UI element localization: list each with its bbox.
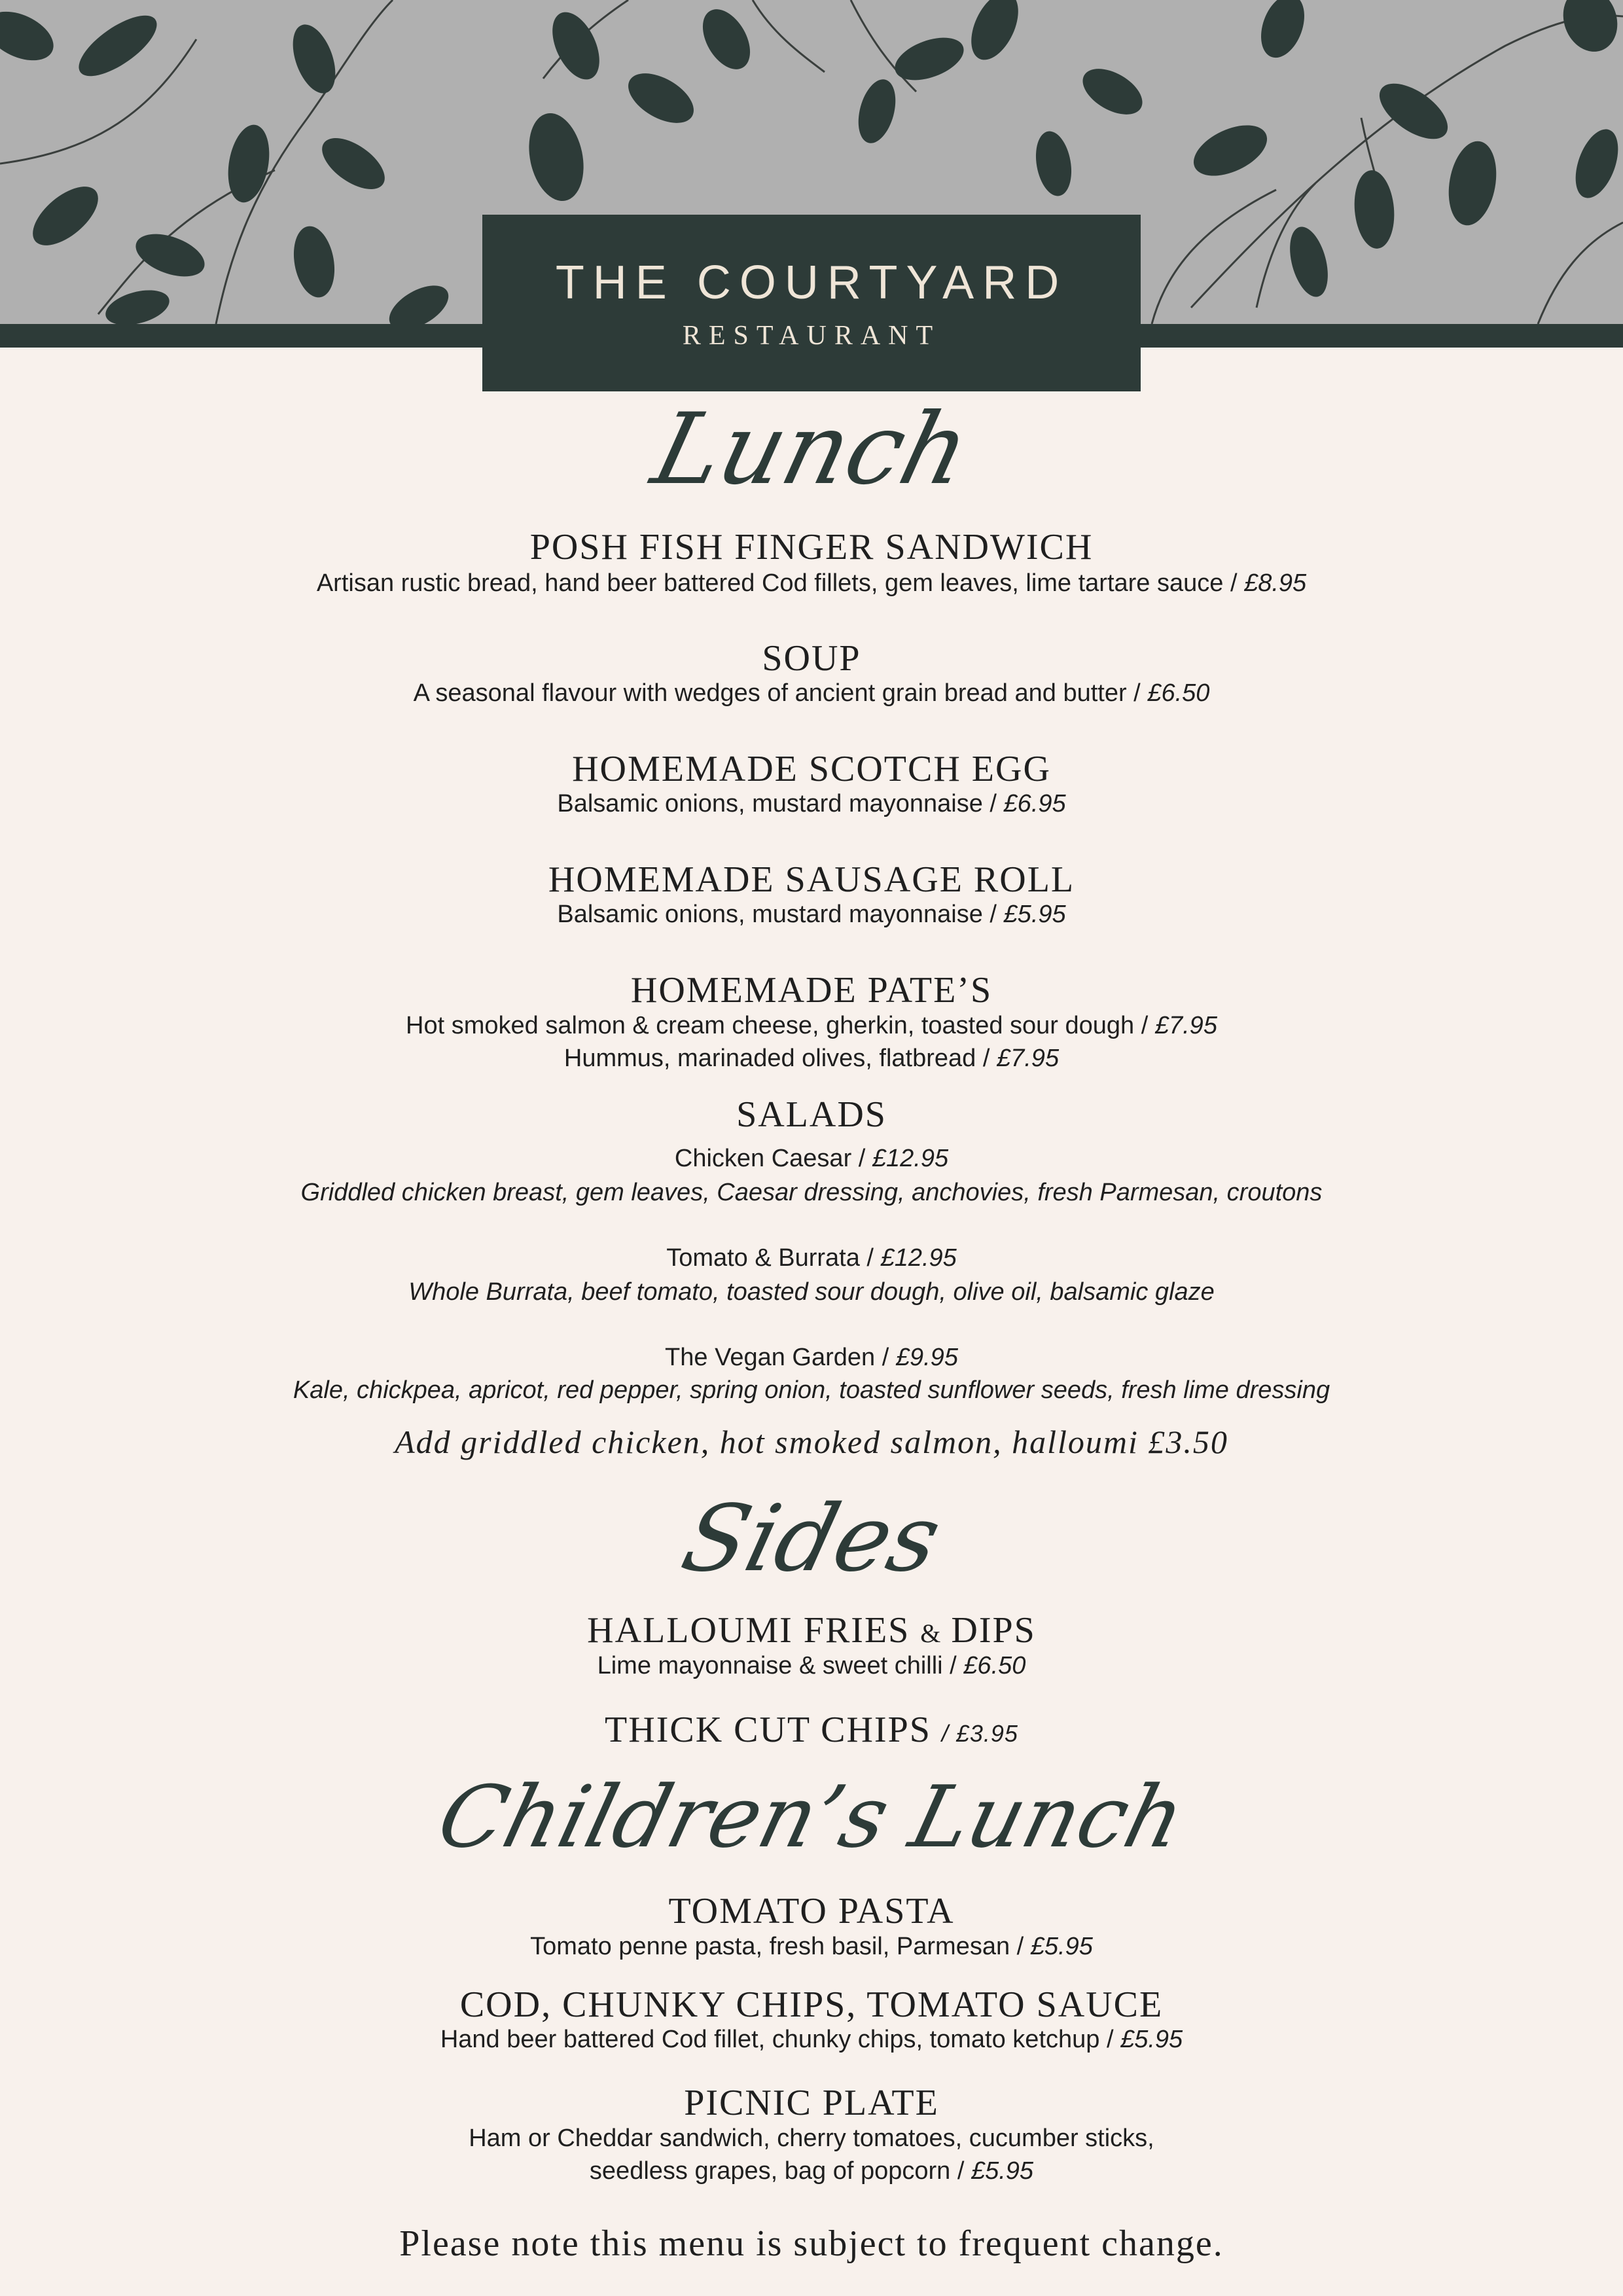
logo-subtitle: RESTAURANT: [682, 321, 941, 351]
item-price: £12.95: [872, 1145, 949, 1172]
lunch-heading: Lunch: [642, 393, 981, 507]
item-desc: Tomato penne pasta, fresh basil, Parmesan / £5.95: [530, 1933, 1093, 1960]
item-desc: Hot smoked salmon & cream cheese, gherkin, toasted sour dough / £7.95: [406, 1012, 1217, 1039]
item-desc: seedless grapes, bag of popcorn / £5.95: [589, 2157, 1034, 2185]
item-desc: Hummus, marinaded olives, flatbread / £7.95: [563, 1045, 1060, 1072]
footer-note: Please note this menu is subject to frequent change.: [399, 2223, 1224, 2264]
item-name: TOMATO PASTA: [668, 1891, 955, 1931]
item-name: SOUP: [762, 638, 861, 679]
item-name: HOMEMADE PATE’S: [630, 970, 993, 1011]
item-price: £5.95: [971, 2157, 1034, 2185]
item-desc: Balsamic onions, mustard mayonnaise / £6.95: [557, 790, 1066, 817]
item-price: £7.95: [996, 1045, 1060, 1072]
item-price: £5.95: [1003, 901, 1066, 928]
salad-addon: Add griddled chicken, hot smoked salmon, halloumi £3.50: [395, 1424, 1228, 1460]
salad-title: Tomato & Burrata / £12.95: [666, 1244, 957, 1272]
item-name: HOMEMADE SCOTCH EGG: [572, 749, 1051, 789]
item-price: £8.95: [1244, 569, 1307, 597]
item-price: / £3.95: [941, 1720, 1018, 1747]
item-price: £7.95: [1154, 1012, 1217, 1039]
item-price: £6.50: [1147, 679, 1210, 707]
salad-title: Chicken Caesar / £12.95: [674, 1145, 949, 1172]
item-desc: Artisan rustic bread, hand beer battered Cod fillets, gem leaves, lime tartare sauce / £8.95: [316, 569, 1307, 597]
item-desc: Balsamic onions, mustard mayonnaise / £5.95: [557, 901, 1066, 928]
item-desc: Hand beer battered Cod fillet, chunky chips, tomato ketchup / £5.95: [440, 2026, 1183, 2053]
item-name: HALLOUMI FRIES & DIPS: [587, 1610, 1036, 1651]
item-price: £5.95: [1120, 2026, 1183, 2053]
sides-heading: Sides: [672, 1486, 951, 1592]
item-desc: Ham or Cheddar sandwich, cherry tomatoes, cucumber sticks,: [469, 2125, 1154, 2152]
salad-desc: Kale, chickpea, apricot, red pepper, spring onion, toasted sunflower seeds, fresh lime dressing: [293, 1376, 1330, 1404]
childrens-lunch-heading: Children’s Lunch: [429, 1767, 1194, 1867]
item-price: £6.50: [963, 1652, 1026, 1679]
item-desc: Lime mayonnaise & sweet chilli / £6.50: [597, 1652, 1026, 1679]
item-name: THICK CUT CHIPS / £3.95: [605, 1710, 1018, 1750]
item-name: COD, CHUNKY CHIPS, TOMATO SAUCE: [459, 1984, 1164, 2025]
item-price: £12.95: [880, 1244, 957, 1272]
item-name: POSH FISH FINGER SANDWICH: [529, 527, 1094, 567]
restaurant-logo: [482, 215, 1141, 391]
item-price: £5.95: [1030, 1933, 1093, 1960]
item-price: £9.95: [895, 1344, 958, 1371]
logo-title: THE COURTYARD: [555, 257, 1068, 309]
item-name: PICNIC PLATE: [684, 2083, 939, 2123]
salad-title: The Vegan Garden / £9.95: [665, 1344, 958, 1371]
salad-desc: Whole Burrata, beef tomato, toasted sour dough, olive oil, balsamic glaze: [408, 1278, 1215, 1306]
item-name: HOMEMADE SAUSAGE ROLL: [548, 859, 1075, 900]
item-desc: A seasonal flavour with wedges of ancient grain bread and butter / £6.50: [413, 679, 1210, 707]
section-name: SALADS: [736, 1094, 887, 1135]
item-price: £6.95: [1003, 790, 1066, 817]
salad-desc: Griddled chicken breast, gem leaves, Caesar dressing, anchovies, fresh Parmesan, croutons: [300, 1179, 1323, 1206]
